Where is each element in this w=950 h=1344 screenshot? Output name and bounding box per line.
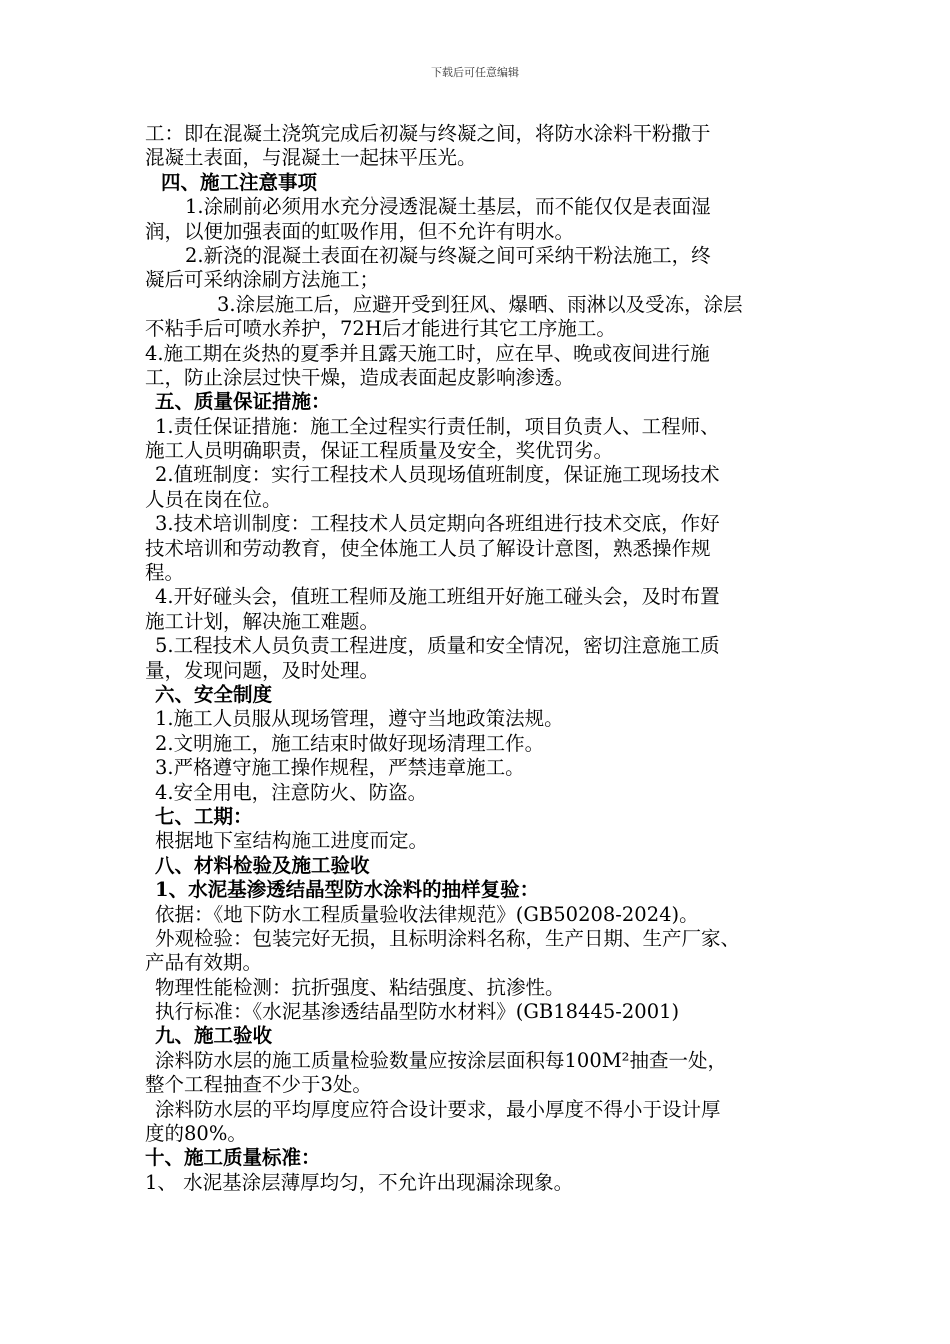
section-heading: 六、安全制度 <box>155 682 273 706</box>
paragraph-line: 1.施工人员服从现场管理，遵守当地政策法规。 <box>155 707 564 731</box>
paragraph-line: 2.新浇的混凝土表面在初凝与终凝之间可采纳干粉法施工，终 <box>185 243 711 267</box>
paragraph-line: 4.施工期在炎热的夏季并且露天施工时，应在早、晚或夜间进行施 <box>145 341 710 365</box>
paragraph-line: 量，发现问题，及时处理。 <box>145 658 380 682</box>
paragraph-line: 物理性能检测：抗折强度、粘结强度、抗渗性。 <box>155 975 565 999</box>
paragraph-line: 2.值班制度：实行工程技术人员现场值班制度，保证施工现场技术 <box>155 463 720 487</box>
paragraph-line: 1.涂刷前必须用水充分浸透混凝土基层，而不能仅仅是表面湿 <box>185 195 711 219</box>
paragraph-line: 3.严格遵守施工操作规程，严禁违章施工。 <box>155 756 525 780</box>
paragraph-line: 润，以便加强表面的虹吸作用，但不允许有明水。 <box>145 219 575 243</box>
section-heading: 四、施工注意事项 <box>161 170 318 194</box>
paragraph-line: 施工人员明确职责，保证工程质量及安全，奖优罚劣。 <box>145 439 614 463</box>
paragraph-line: 不粘手后可喷水养护，72H后才能进行其它工序施工。 <box>145 317 616 341</box>
page-header: 下载后可任意编辑 <box>431 66 519 79</box>
section-heading: 十、施工质量标准： <box>145 1146 321 1170</box>
paragraph-line: 凝后可采纳涂刷方法施工； <box>145 268 380 292</box>
paragraph-line: 涂料防水层的平均厚度应符合设计要求，最小厚度不得小于设计厚 <box>155 1097 721 1121</box>
paragraph-line: 度的80%。 <box>145 1122 247 1146</box>
paragraph-line: 2.文明施工，施工结束时做好现场清理工作。 <box>155 731 545 755</box>
section-heading: 1、水泥基渗透结晶型防水涂料的抽样复验： <box>155 878 540 902</box>
paragraph-line: 根据地下室结构施工进度而定。 <box>155 829 429 853</box>
paragraph-line: 涂料防水层的施工质量检验数量应按涂层面积每100M²抽查一处， <box>155 1048 728 1072</box>
paragraph-line: 外观检验：包装完好无损，且标明涂料名称，生产日期、生产厂家、 <box>155 926 741 950</box>
paragraph-line: 程。 <box>145 561 185 585</box>
paragraph-line: 3.技术培训制度：工程技术人员定期向各班组进行技术交底，作好 <box>155 512 720 536</box>
paragraph-line: 技术培训和劳动教育，使全体施工人员了解设计意图，熟悉操作规 <box>145 536 711 560</box>
paragraph-line: 整个工程抽查不少于3处。 <box>145 1073 372 1097</box>
paragraph-line: 4.开好碰头会，值班工程师及施工班组开好施工碰头会，及时布置 <box>155 585 720 609</box>
paragraph-line: 混凝土表面，与混凝土一起抹平压光。 <box>145 146 477 170</box>
paragraph-line: 工，防止涂层过快干燥，造成表面起皮影响渗透。 <box>145 365 575 389</box>
paragraph-line: 1、 水泥基涂层薄厚均匀，不允许出现漏涂现象。 <box>145 1170 574 1194</box>
paragraph-line: 产品有效期。 <box>145 951 263 975</box>
section-heading: 五、质量保证措施： <box>155 390 331 414</box>
section-heading: 九、施工验收 <box>155 1024 273 1048</box>
section-heading: 七、工期： <box>155 804 253 828</box>
paragraph-line: 5.工程技术人员负责工程进度，质量和安全情况，密切注意施工质 <box>155 634 720 658</box>
document-body <box>145 122 813 1195</box>
paragraph-line: 工：即在混凝土浇筑完成后初凝与终凝之间，将防水涂料干粉撒于 <box>145 122 711 145</box>
paragraph-line: 3.涂层施工后，应避开受到狂风、爆晒、雨淋以及受冻，涂层 <box>217 292 743 316</box>
paragraph-line: 4.安全用电，注意防火、防盗。 <box>155 780 428 804</box>
section-heading: 八、材料检验及施工验收 <box>155 853 370 877</box>
paragraph-line: 人员在岗在位。 <box>145 487 282 511</box>
paragraph-line: 执行标准：《水泥基渗透结晶型防水材料》(GB18445-2001) <box>155 1000 680 1024</box>
paragraph-line: 1.责任保证措施：施工全过程实行责任制，项目负责人、工程师、 <box>155 414 720 438</box>
paragraph-line: 依据：《地下防水工程质量验收法律规范》(GB50208-2024)。 <box>155 902 699 926</box>
paragraph-line: 施工计划，解决施工难题。 <box>145 609 380 633</box>
